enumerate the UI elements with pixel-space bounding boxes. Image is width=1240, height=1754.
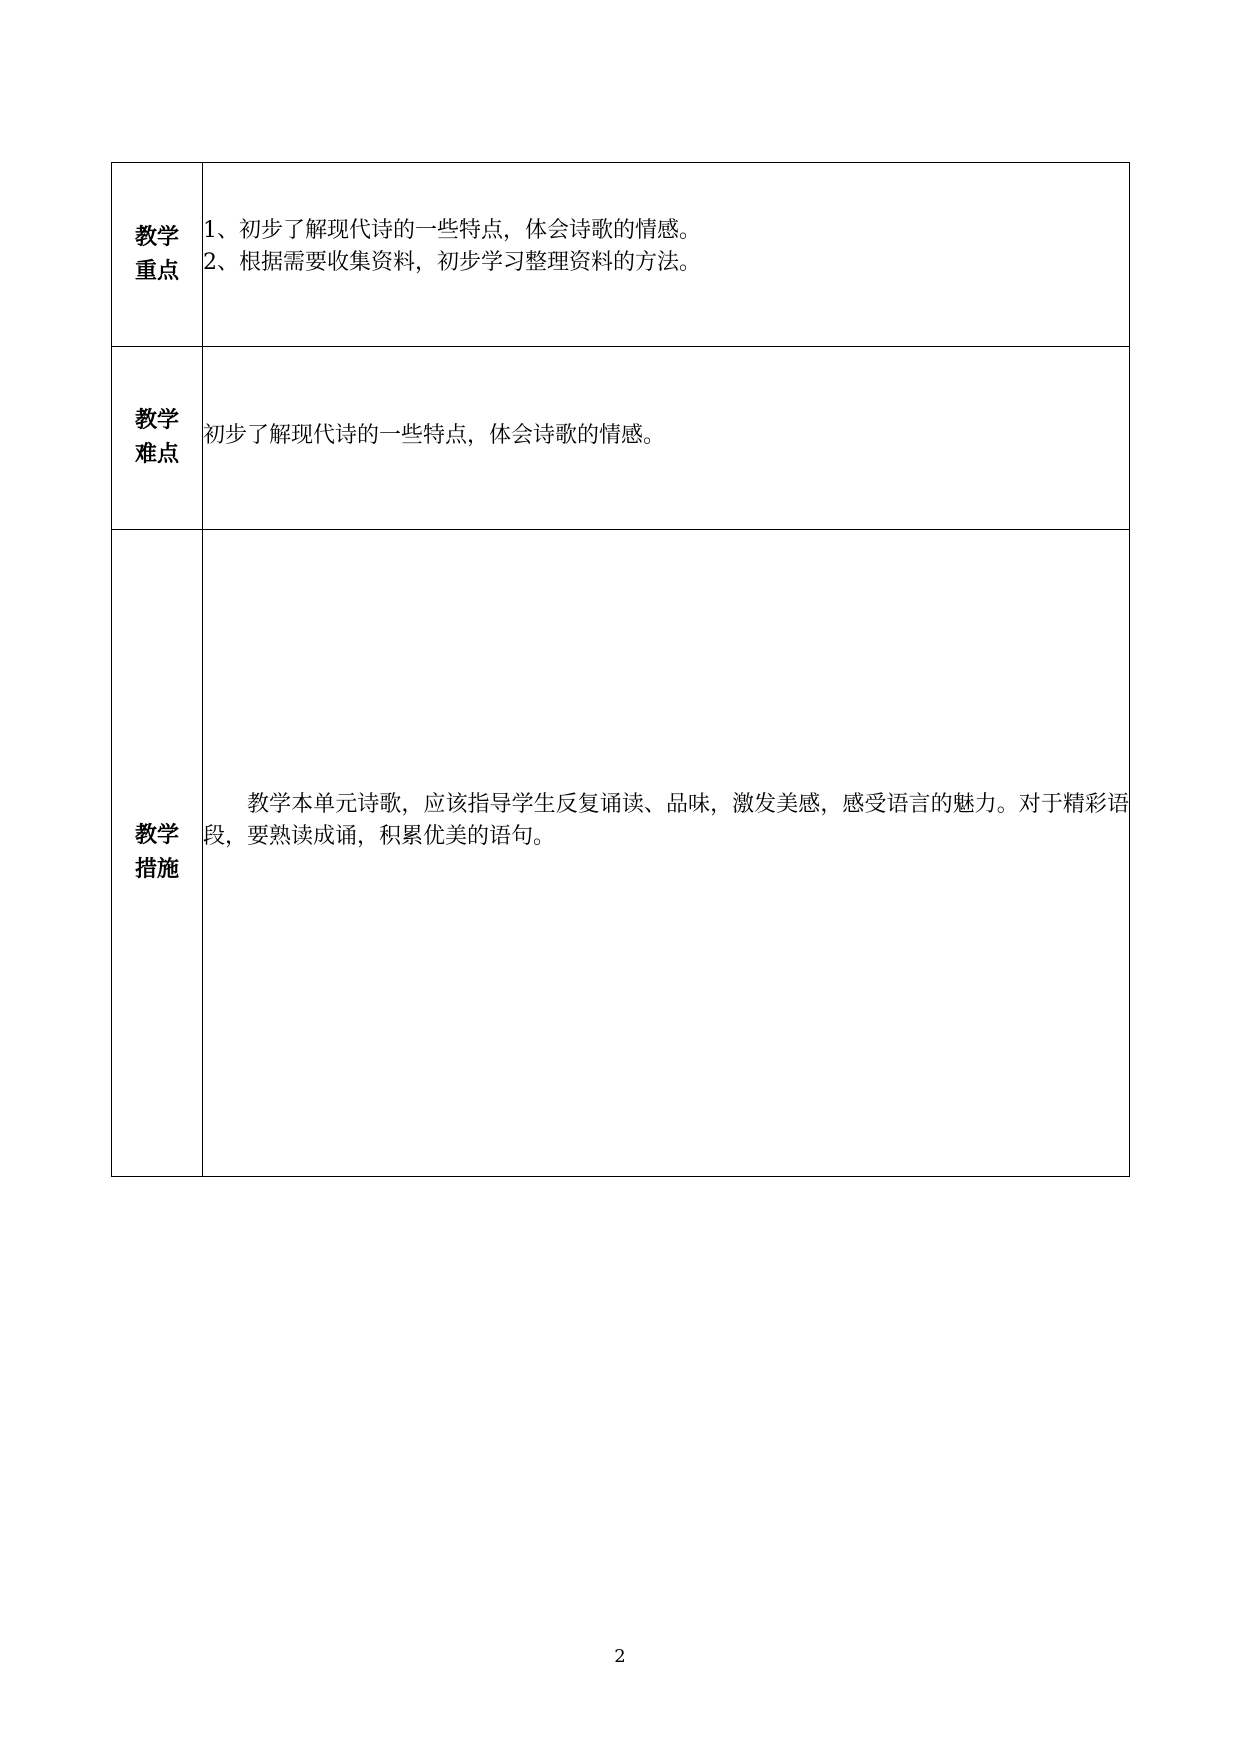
content-line: 初步了解现代诗的一些特点，体会诗歌的情感。: [203, 423, 666, 448]
row-label-teaching-difficulty: [112, 347, 203, 530]
row-content-teaching-difficulty: [203, 347, 1130, 530]
content-paragraph: 教学本单元诗歌，应该指导学生反复诵读、品味，激发美感，感受语言的魅力。对于精彩语段，要熟读成诵，积累优美的语句。: [203, 792, 1129, 849]
label-line: 教学: [134, 823, 179, 848]
row-label-teaching-focus: [112, 163, 203, 347]
label-line: 难点: [134, 442, 179, 467]
label-line: 措施: [134, 857, 179, 882]
row-content-teaching-focus: [203, 163, 1130, 347]
content-line: 2、根据需要收集资料，初步学习整理资料的方法。: [203, 249, 701, 275]
content-line: 1、初步了解现代诗的一些特点，体会诗歌的情感。: [203, 217, 701, 243]
table-row-teaching-measures: [112, 530, 1130, 1177]
table-row-teaching-difficulty: [112, 347, 1130, 530]
label-line: 教学: [134, 408, 179, 433]
row-label-teaching-measures: [112, 530, 203, 1177]
label-line: 教学: [134, 224, 179, 250]
lesson-plan-table: [111, 162, 1130, 1177]
page-number: 2: [614, 1646, 626, 1667]
label-line: 重点: [134, 258, 179, 284]
row-content-teaching-measures: [203, 530, 1130, 1177]
table-row-teaching-focus: [112, 163, 1130, 347]
